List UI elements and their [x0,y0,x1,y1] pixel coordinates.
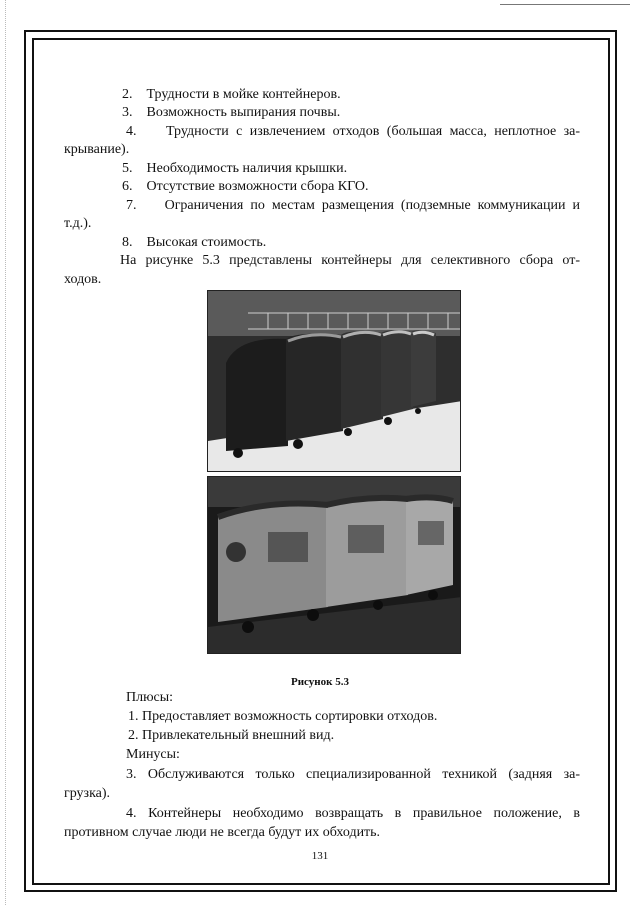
header-rule [500,4,630,5]
list-item [122,160,638,179]
item-number: 5. [122,161,133,176]
cons-heading: Минусы: [126,747,180,762]
cons-item: 4. Контейнеры необходимо возвращать в правильное положение, в [126,806,580,821]
item-text: Трудности с извлечением отходов (большая масса, неплотное за- [166,124,580,139]
item-text: Необходимость наличия крышки. [146,161,348,176]
item-text: Ограничения по местам размещения (подземные коммуникации и [164,198,580,213]
list-item [64,123,580,142]
item-number: 6. [122,179,133,194]
item-text: Трудности в мойке контейнеров. [146,87,341,102]
item-continuation: т.д.). [64,216,92,231]
item-text: Возможность выпирания почвы. [146,105,341,120]
item-number: 7. [126,198,137,213]
cons-item-continuation: грузка). [64,786,111,801]
list-item [122,86,638,105]
margin-dots [5,0,6,905]
cons-item: 3. Обслуживаются только специализированной техникой (задняя за- [126,767,580,782]
item-number: 3. [122,105,133,120]
pros-item: 2. Привлекательный внешний вид. [128,728,335,743]
item-number: 2. [122,87,133,102]
list-item [122,234,638,253]
item-continuation: крывание). [64,142,130,157]
photo-containers-outdoor [207,290,461,472]
item-number: 8. [122,235,133,250]
list-item [122,104,638,123]
photo-containers-closeup [207,476,461,654]
item-text: Высокая стоимость. [146,235,267,250]
list-item [64,197,580,216]
pros-item: 1. Предоставляет возможность сортировки отходов. [128,709,438,724]
pros-heading: Плюсы: [126,690,174,705]
figure-caption: Рисунок 5.3 [291,676,349,688]
item-number: 4. [126,124,137,139]
item-text: Отсутствие возможности сбора КГО. [146,179,369,194]
intro-paragraph-end: ходов. [64,272,102,287]
cons-item-continuation: противном случае люди не всегда будут их обходить. [64,825,381,840]
intro-paragraph: На рисунке 5.3 представлены контейнеры для селективного сбора от- [120,253,580,268]
list-item [122,178,638,197]
page-number: 131 [311,850,329,862]
